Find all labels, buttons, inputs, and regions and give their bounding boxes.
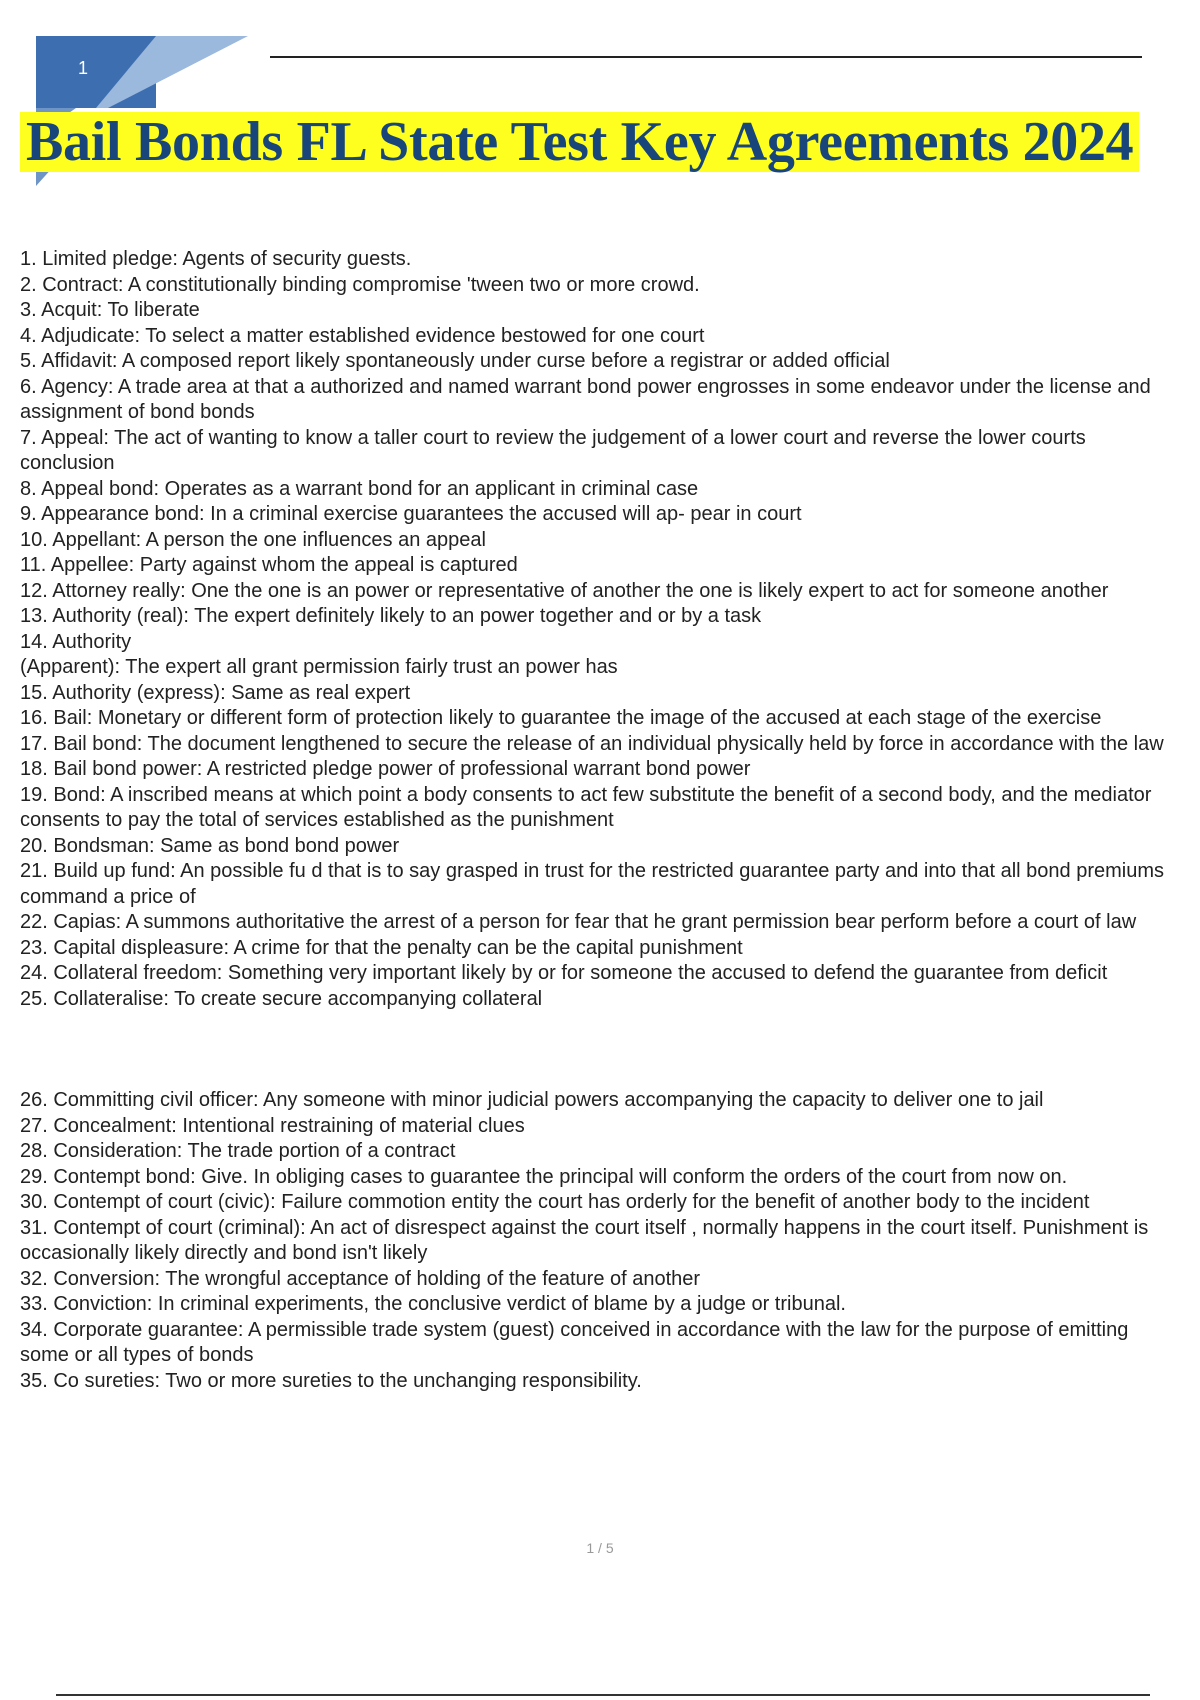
- list-part-1: [20, 247, 1200, 1012]
- page-title: Bail Bonds FL State Test Key Agreements 2024: [20, 112, 1139, 172]
- list-item: 31. Contempt of court (criminal): An act of disrespect against the court itself , normally happens in the court itself. Punishment is occasionally likely directly and bond isn't likely: [20, 1216, 1149, 1264]
- bottom-rule: [56, 1694, 1150, 1696]
- list-item: 11. Appellee: Party against whom the appeal is captured: [20, 554, 518, 576]
- list-item: 19. Bond: A inscribed means at which point a body consents to act few substitute the benefit of a second body, and the mediator consents to pay the total of services established as the punishment: [20, 783, 1152, 831]
- list-item: 35. Co sureties: Two or more sureties to the unchanging responsibility.: [20, 1369, 642, 1392]
- list-item: 5. Affidavit: A composed report likely spontaneously under curse before a registrar or added official: [20, 350, 890, 372]
- list-item: 8. Appeal bond: Operates as a warrant bond for an applicant in criminal case: [20, 477, 699, 500]
- list-item: 22. Capias: A summons authoritative the arrest of a person for fear that he grant permission bear perform before a court of law: [20, 911, 1137, 933]
- list-item: 12. Attorney really: One the one is an power or representative of another the one is likely expert to act for someone another: [20, 579, 1109, 602]
- list-item: 15. Authority (express): Same as real expert: [20, 681, 411, 704]
- list-item: 21. Build up fund: An possible fu d that is to say grasped in trust for the restricted guarantee party and into that all bond premiums command a price of: [20, 860, 1165, 908]
- list-item: 25. Collateralise: To create secure accompanying collateral: [20, 987, 543, 1010]
- section-gap: [20, 1012, 1200, 1088]
- list-item: 34. Corporate guarantee: A permissible trade system (guest) conceived in accordance with the law for the purpose of emitting some or all types of bonds: [20, 1318, 1129, 1366]
- list-item: 14. Authority: [20, 630, 132, 653]
- list-item: 30. Contempt of court (civic): Failure commotion entity the court has orderly for the benefit of another body to the incident: [20, 1191, 1090, 1213]
- list-item: 28. Consideration: The trade portion of a contract: [20, 1140, 456, 1162]
- list-item: 1. Limited pledge: Agents of security guests.: [20, 248, 412, 270]
- list-item: 26. Committing civil officer: Any someone with minor judicial powers accompanying the capacity to deliver one to jail: [20, 1089, 1044, 1111]
- list-part-2: [20, 1088, 1200, 1394]
- list-item: 4. Adjudicate: To select a matter established evidence bestowed for one court: [20, 324, 705, 347]
- list-item: 2. Contract: A constitutionally binding compromise 'tween two or more crowd.: [20, 273, 700, 296]
- list-item: (Apparent): The expert all grant permission fairly trust an power has: [20, 656, 618, 678]
- list-item: 3. Acquit: To liberate: [20, 299, 200, 321]
- page-number: 1: [78, 58, 89, 78]
- list-item: 13. Authority (real): The expert definitely likely to an power together and or by a task: [20, 605, 762, 627]
- list-item: 9. Appearance bond: In a criminal exercise guarantees the accused will ap- pear in court: [20, 503, 802, 525]
- list-item: 10. Appellant: A person the one influences an appeal: [20, 528, 486, 551]
- top-rule: [270, 56, 1142, 58]
- list-item: 29. Contempt bond: Give. In obliging cases to guarantee the principal will conform the orders of the court from now on.: [20, 1165, 1068, 1188]
- page-indicator: 1 / 5: [586, 1540, 614, 1556]
- list-item: 24. Collateral freedom: Something very important likely by or for someone the accused to defend the guarantee from deficit: [20, 962, 1108, 984]
- list-item: 32. Conversion: The wrongful acceptance of holding of the feature of another: [20, 1267, 701, 1290]
- list-item: 7. Appeal: The act of wanting to know a taller court to review the judgement of a lower court and reverse the lower courts conclusion: [20, 426, 1086, 474]
- list-item: 23. Capital displeasure: A crime for that the penalty can be the capital punishment: [20, 936, 743, 959]
- list-item: 16. Bail: Monetary or different form of protection likely to guarantee the image of the accused at each stage of the exercise: [20, 707, 1102, 729]
- list-item: 18. Bail bond power: A restricted pledge power of professional warrant bond power: [20, 758, 751, 780]
- list-item: 27. Concealment: Intentional restraining of material clues: [20, 1114, 525, 1137]
- list-item: 20. Bondsman: Same as bond bond power: [20, 834, 400, 857]
- term-list: [20, 247, 1200, 1394]
- title-wrap: [20, 112, 1139, 172]
- list-item: 33. Conviction: In criminal experiments, the conclusive verdict of blame by a judge or tribunal.: [20, 1293, 846, 1315]
- list-item: 6. Agency: A trade area at that a authorized and named warrant bond power engrosses in some endeavor under the license and assignment of bond bonds: [20, 375, 1151, 423]
- list-item: 17. Bail bond: The document lengthened to secure the release of an individual physically held by force in accordance with the law: [20, 732, 1164, 755]
